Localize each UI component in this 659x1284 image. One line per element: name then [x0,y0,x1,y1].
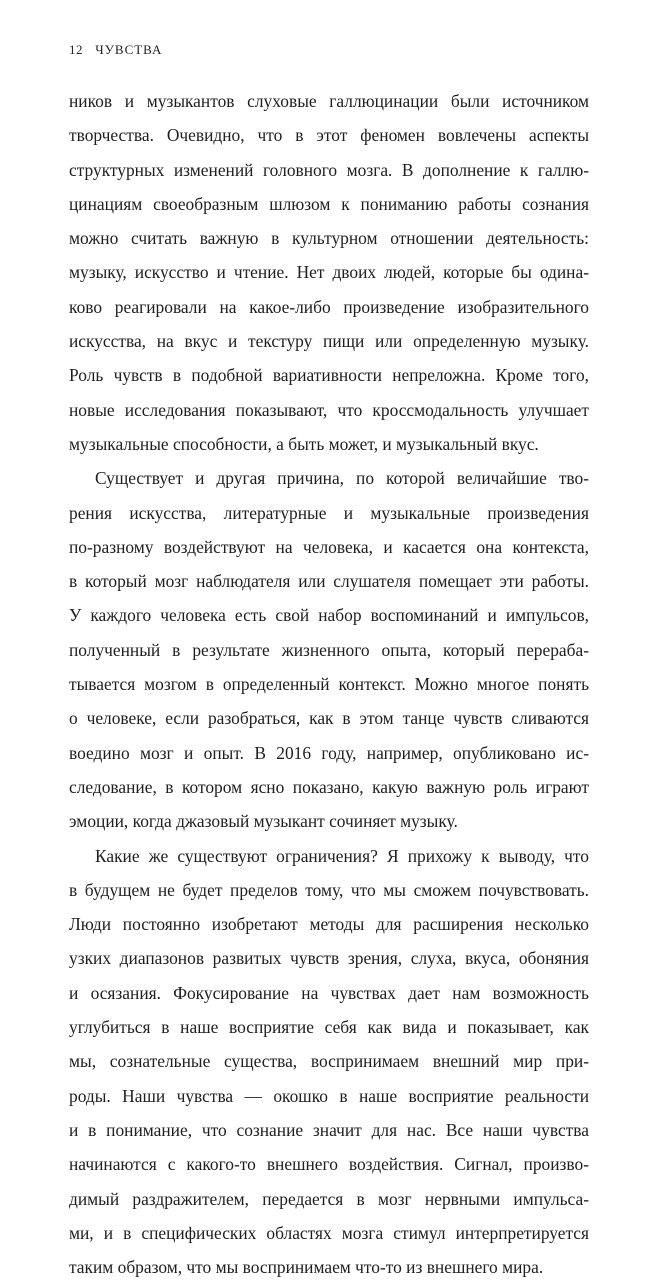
text-line: и в понимание, что сознание значит для нас. Все наши чувства [69,1119,589,1140]
text-line: в который мозг наблюдателя или слушателя помещает эти работы. [69,571,589,592]
text-line: димый раздражителем, передается в мозг нервными импульса- [69,1188,589,1209]
paragraph [69,461,589,838]
text-line: можно считать важную в культурном отношении деятельность: [69,228,589,249]
text-line: цинациям своеобразным шлюзом к пониманию работы сознания [69,193,589,214]
text-line: рения искусства, литературные и музыкальные произведения [69,502,589,523]
chapter-title: ЧУВСТВА [95,42,163,57]
text-line: по-разному воздействуют на человека, и касается она контекста, [69,536,589,557]
text-line: полученный в результате жизненного опыта, который перераба- [69,639,589,660]
running-head [69,42,162,58]
text-line: и осязания. Фокусирование на чувствах дает нам возможность [69,982,589,1003]
text-line: ми, и в специфических областях мозга стимул интерпретируется [69,1222,589,1243]
paragraph [69,84,589,461]
text-line: тывается мозгом в определенный контекст. Можно многое понять [69,674,589,695]
page-number: 12 [69,42,83,57]
text-line: ников и музыкантов слуховые галлюцинации были источником [69,91,589,111]
body-text [69,84,589,1284]
text-line: музыкальные способности, а быть может, и музыкальный вкус. [69,433,539,454]
text-line: ково реагировали на какое-либо произведение изобразительного [69,296,589,317]
text-line: Какие же существуют ограничения? Я прихожу к выводу, что [95,845,589,866]
text-line: Роль чувств в подобной вариативности непреложна. Кроме того, [69,365,589,386]
text-line: новые исследования показывают, что кроссмодальность улучшает [69,399,589,420]
paragraph [69,839,589,1284]
text-line: эмоции, когда джазовый музыкант сочиняет музыку. [69,811,458,832]
text-line: Существует и другая причина, по которой величайшие тво- [95,468,589,489]
text-line: структурных изменений головного мозга. В дополнение к галлю- [69,159,589,180]
text-line: творчества. Очевидно, что в этот феномен вовлечены аспекты [69,125,589,146]
text-line: музыку, искусство и чтение. Нет двоих людей, которые бы одина- [69,262,589,283]
text-line: следование, в котором ясно показано, какую важную роль играют [69,776,589,797]
text-line: углубиться в наше восприятие себя как вида и показывает, как [69,1017,589,1038]
text-line: роды. Наши чувства — окошко в наше восприятие реальности [69,1085,589,1106]
text-line: в будущем не будет пределов тому, что мы сможем почувствовать. [69,879,589,900]
text-line: искусства, на вкус и текстуру пищи или определенную музыку. [69,331,589,352]
text-line: воедино мозг и опыт. В 2016 году, например, опубликовано ис- [69,742,589,763]
text-line: мы, сознательные существа, воспринимаем внешний мир при- [69,1051,589,1072]
text-line: начинаются с какого-то внешнего воздействия. Сигнал, произво- [69,1154,589,1175]
text-line: узких диапазонов развитых чувств зрения, слуха, вкуса, обоняния [69,948,589,969]
text-line: таким образом, что мы воспринимаем что-то из внешнего мира. [69,1257,544,1278]
text-line: о человеке, если разобраться, как в этом танце чувств сливаются [69,708,589,729]
text-line: У каждого человека есть свой набор воспоминаний и импульсов, [69,605,589,626]
text-line: Люди постоянно изобретают методы для расширения несколько [69,914,589,935]
